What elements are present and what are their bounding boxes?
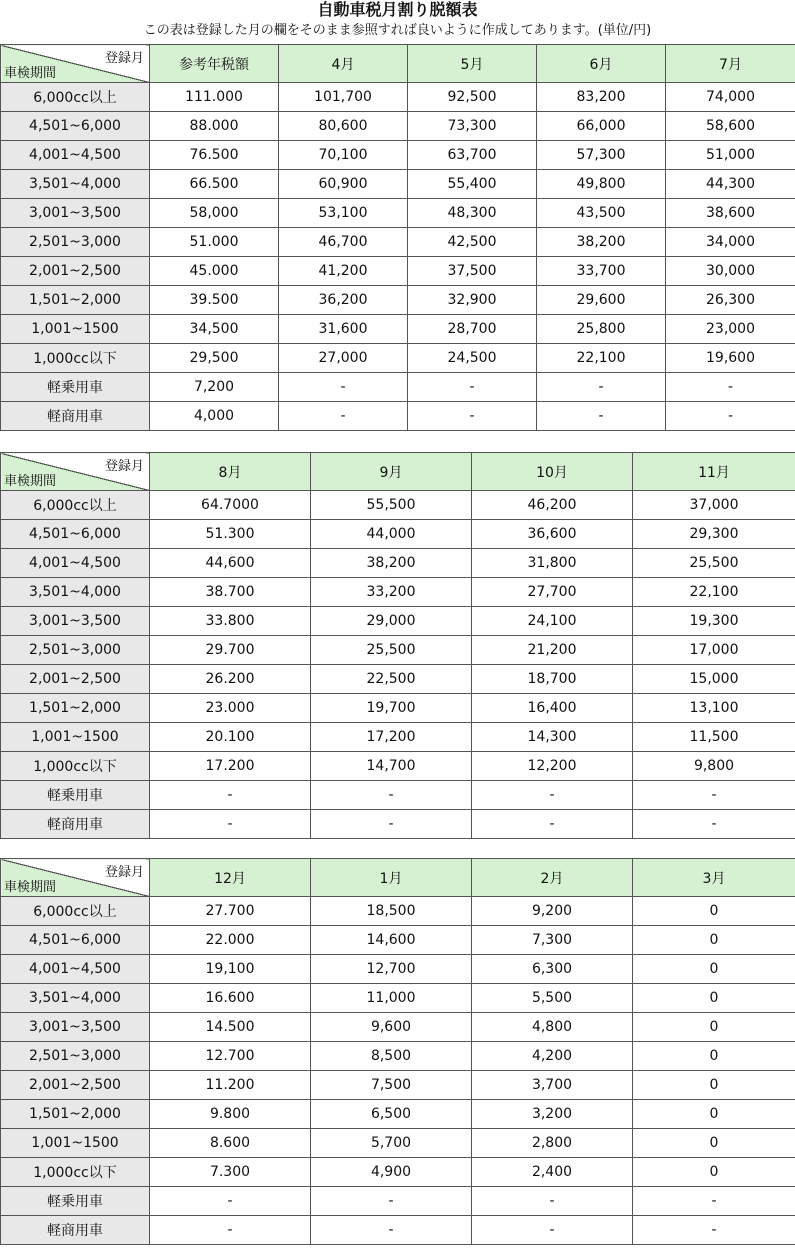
row-header: 6,000cc以上 [1,83,150,112]
table-row [1,810,795,839]
table-cell: - [537,402,666,431]
table-cell: 11,500 [633,723,795,752]
table-cell: 19,600 [666,344,795,373]
table-cell: 19,100 [150,955,311,984]
table-cell: 18,700 [472,665,633,694]
table-cell: 22.000 [150,926,311,955]
table-cell: 29.700 [150,636,311,665]
table-cell: 41,200 [279,257,408,286]
row-header: 4,001~4,500 [1,955,150,984]
table-row [1,1100,795,1129]
table-cell: 37,500 [408,257,537,286]
row-header: 1,001~1500 [1,723,150,752]
table-cell: 15,000 [633,665,795,694]
row-header: 3,501~4,000 [1,578,150,607]
table-cell: 8,500 [311,1042,472,1071]
table-row [1,1187,795,1216]
table-cell: 4,000 [150,402,279,431]
table-row [1,1071,795,1100]
row-header: 1,001~1500 [1,1129,150,1158]
table-cell: 46,200 [472,491,633,520]
page-subtitle: この表は登録した月の欄をそのまま参照すれば良いように作成してあります。(単位/円) [143,23,652,38]
table-cell: 60,900 [279,170,408,199]
table-cell: - [311,810,472,839]
table-row [1,955,795,984]
row-header: 4,501~6,000 [1,112,150,141]
row-header: 2,501~3,000 [1,636,150,665]
table-cell: 0 [633,984,795,1013]
table-cell: 16,400 [472,694,633,723]
table-cell: 51.300 [150,520,311,549]
column-header: 10月 [472,453,633,491]
table-cell: 0 [633,897,795,926]
table-cell: 32,900 [408,286,537,315]
row-header: 軽商用車 [1,402,150,431]
table-cell: - [472,1187,633,1216]
corner-header [1,45,150,83]
table-cell: 80,600 [279,112,408,141]
table-cell: - [311,781,472,810]
table-cell: 3,700 [472,1071,633,1100]
table-row [1,1129,795,1158]
table-cell: - [472,810,633,839]
table-cell: 9,800 [633,752,795,781]
table-row [1,897,795,926]
column-header: 9月 [311,453,472,491]
table-cell: 27.700 [150,897,311,926]
header-row [1,859,795,897]
tax-table-1 [0,44,795,431]
table-cell: 2,800 [472,1129,633,1158]
table-cell: 23.000 [150,694,311,723]
table-cell: 34,000 [666,228,795,257]
table-row [1,1158,795,1187]
table-cell: 44,300 [666,170,795,199]
table-cell: 17,200 [311,723,472,752]
header-row [1,45,795,83]
table-cell: 0 [633,1129,795,1158]
table-cell: - [633,1187,795,1216]
table-cell: - [472,1216,633,1245]
column-header: 4月 [279,45,408,83]
table-cell: 66.500 [150,170,279,199]
table-cell: 19,300 [633,607,795,636]
table-row [1,781,795,810]
table-row [1,141,795,170]
table-row [1,520,795,549]
table-cell: 48,300 [408,199,537,228]
corner-label-registration-month: 登録月 [104,459,144,474]
table-row [1,1013,795,1042]
table-cell: 53,100 [279,199,408,228]
table-cell: 73,300 [408,112,537,141]
table-cell: 36,200 [279,286,408,315]
table-cell: 0 [633,1100,795,1129]
row-header: 3,001~3,500 [1,607,150,636]
row-header: 3,001~3,500 [1,199,150,228]
table-cell: 58,600 [666,112,795,141]
table-row [1,344,795,373]
table-row [1,636,795,665]
row-header: 6,000cc以上 [1,897,150,926]
table-cell: 111.000 [150,83,279,112]
table-cell: 11,000 [311,984,472,1013]
row-header: 3,501~4,000 [1,984,150,1013]
table-cell: 28,700 [408,315,537,344]
row-header: 3,001~3,500 [1,1013,150,1042]
table-cell: 25,800 [537,315,666,344]
table-cell: 5,700 [311,1129,472,1158]
table-cell: 11.200 [150,1071,311,1100]
corner-label-inspection-period: 車検期間 [4,66,57,81]
row-header: 軽乗用車 [1,781,150,810]
row-header: 4,501~6,000 [1,926,150,955]
table-cell: 0 [633,1042,795,1071]
table-cell: 43,500 [537,199,666,228]
corner-label-inspection-period: 車検期間 [4,474,57,489]
row-header: 1,001~1500 [1,315,150,344]
corner-header [1,859,150,897]
row-header: 2,001~2,500 [1,665,150,694]
table-cell: 38,200 [537,228,666,257]
table-row [1,199,795,228]
table-cell: 39.500 [150,286,279,315]
column-header: 2月 [472,859,633,897]
table-row [1,723,795,752]
table-cell: 37,000 [633,491,795,520]
table-cell: 70,100 [279,141,408,170]
page-title: 自動車税月割り脱額表 [317,0,478,19]
table-row [1,607,795,636]
row-header: 4,001~4,500 [1,549,150,578]
table-cell: 30,000 [666,257,795,286]
row-header: 軽商用車 [1,1216,150,1245]
table-cell: 9.800 [150,1100,311,1129]
table-row [1,286,795,315]
table-cell: - [666,402,795,431]
table-cell: 19,700 [311,694,472,723]
table-row [1,665,795,694]
table-cell: 24,100 [472,607,633,636]
table-cell: 6,300 [472,955,633,984]
row-header: 1,000cc以下 [1,752,150,781]
row-header: 1,000cc以下 [1,344,150,373]
table-cell: 57,300 [537,141,666,170]
table-cell: 20.100 [150,723,311,752]
table-cell: 101,700 [279,83,408,112]
table-row [1,1042,795,1071]
table-cell: 0 [633,1071,795,1100]
table-cell: 7,200 [150,373,279,402]
table-row [1,228,795,257]
table-cell: 29,600 [537,286,666,315]
table-cell: 34,500 [150,315,279,344]
table-cell: 38,600 [666,199,795,228]
table-cell: 29,000 [311,607,472,636]
table-cell: - [150,1187,311,1216]
table-cell: 46,700 [279,228,408,257]
column-header: 参考年税額 [150,45,279,83]
table-cell: 0 [633,926,795,955]
table-cell: 7,500 [311,1071,472,1100]
column-header: 5月 [408,45,537,83]
table-cell: 49,800 [537,170,666,199]
table-cell: - [408,373,537,402]
table-cell: 27,000 [279,344,408,373]
table-cell: 9,200 [472,897,633,926]
table-cell: 5,500 [472,984,633,1013]
row-header: 軽乗用車 [1,373,150,402]
row-header: 4,001~4,500 [1,141,150,170]
table-cell: 26,300 [666,286,795,315]
table-cell: 83,200 [537,83,666,112]
table-cell: 12.700 [150,1042,311,1071]
table-cell: 63,700 [408,141,537,170]
table-cell: 38.700 [150,578,311,607]
column-header: 3月 [633,859,795,897]
table-cell: 36,600 [472,520,633,549]
row-header: 1,000cc以下 [1,1158,150,1187]
table-cell: 8.600 [150,1129,311,1158]
table-row [1,1216,795,1245]
table-cell: 29,300 [633,520,795,549]
table-cell: 13,100 [633,694,795,723]
table-cell: 31,600 [279,315,408,344]
table-cell: 45.000 [150,257,279,286]
table-cell: 7.300 [150,1158,311,1187]
table-cell: 51.000 [150,228,279,257]
table-cell: 33,700 [537,257,666,286]
table-cell: - [311,1216,472,1245]
header-row [1,453,795,491]
table-cell: 74,000 [666,83,795,112]
table-cell: 42,500 [408,228,537,257]
table-row [1,315,795,344]
row-header: 軽商用車 [1,810,150,839]
table-cell: 33,200 [311,578,472,607]
table-cell: 9,600 [311,1013,472,1042]
table-cell: 2,400 [472,1158,633,1187]
table-cell: 14,700 [311,752,472,781]
table-cell: 14,300 [472,723,633,752]
table-cell: 64.7000 [150,491,311,520]
row-header: 1,501~2,000 [1,1100,150,1129]
table-cell: 88.000 [150,112,279,141]
table-cell: 22,100 [633,578,795,607]
table-cell: 3,200 [472,1100,633,1129]
table-row [1,373,795,402]
table-cell: 92,500 [408,83,537,112]
table-row [1,257,795,286]
table-cell: - [633,810,795,839]
table-cell: 0 [633,1158,795,1187]
row-header: 4,501~6,000 [1,520,150,549]
table-cell: 14,600 [311,926,472,955]
row-header: 1,501~2,000 [1,694,150,723]
table-row [1,984,795,1013]
column-header: 6月 [537,45,666,83]
table-row [1,83,795,112]
table-cell: - [279,373,408,402]
row-header: 軽乗用車 [1,1187,150,1216]
table-cell: 17.200 [150,752,311,781]
table-cell: 26.200 [150,665,311,694]
table-cell: 33.800 [150,607,311,636]
table-cell: 22,500 [311,665,472,694]
corner-label-inspection-period: 車検期間 [4,880,57,895]
table-cell: - [408,402,537,431]
table-cell: 7,300 [472,926,633,955]
corner-label-registration-month: 登録月 [104,865,144,880]
table-cell: 55,400 [408,170,537,199]
column-header: 7月 [666,45,795,83]
table-cell: 0 [633,1013,795,1042]
tax-table-3 [0,858,795,1245]
table-cell: 27,700 [472,578,633,607]
table-cell: 22,100 [537,344,666,373]
table-row [1,491,795,520]
table-cell: - [472,781,633,810]
table-cell: - [150,1216,311,1245]
tax-table-2 [0,452,795,839]
table-cell: 17,000 [633,636,795,665]
table-cell: 38,200 [311,549,472,578]
table-cell: 76.500 [150,141,279,170]
column-header: 11月 [633,453,795,491]
column-header: 1月 [311,859,472,897]
table-cell: 6,500 [311,1100,472,1129]
corner-header [1,453,150,491]
table-row [1,578,795,607]
row-header: 6,000cc以上 [1,491,150,520]
table-cell: 51,000 [666,141,795,170]
table-cell: 31,800 [472,549,633,578]
table-cell: 18,500 [311,897,472,926]
column-header: 12月 [150,859,311,897]
table-cell: 23,000 [666,315,795,344]
table-cell: 16.600 [150,984,311,1013]
table-cell: 4,800 [472,1013,633,1042]
row-header: 2,501~3,000 [1,1042,150,1071]
table-cell: 14.500 [150,1013,311,1042]
table-row [1,926,795,955]
table-cell: 25,500 [633,549,795,578]
table-cell: 66,000 [537,112,666,141]
table-row [1,402,795,431]
table-cell: 58,000 [150,199,279,228]
table-row [1,170,795,199]
table-cell: 24,500 [408,344,537,373]
row-header: 2,501~3,000 [1,228,150,257]
table-cell: 4,900 [311,1158,472,1187]
row-header: 2,001~2,500 [1,257,150,286]
table-cell: 25,500 [311,636,472,665]
table-row [1,694,795,723]
table-cell: - [633,1216,795,1245]
row-header: 2,001~2,500 [1,1071,150,1100]
table-row [1,549,795,578]
column-header: 8月 [150,453,311,491]
table-cell: - [150,781,311,810]
table-cell: 29,500 [150,344,279,373]
table-cell: 55,500 [311,491,472,520]
table-cell: - [633,781,795,810]
table-cell: 4,200 [472,1042,633,1071]
row-header: 3,501~4,000 [1,170,150,199]
table-cell: - [150,810,311,839]
table-cell: - [311,1187,472,1216]
table-cell: 12,700 [311,955,472,984]
row-header: 1,501~2,000 [1,286,150,315]
table-cell: - [666,373,795,402]
table-cell: 44,000 [311,520,472,549]
table-cell: - [279,402,408,431]
table-row [1,752,795,781]
table-cell: 44,600 [150,549,311,578]
corner-label-registration-month: 登録月 [104,51,144,66]
table-cell: - [537,373,666,402]
table-cell: 12,200 [472,752,633,781]
table-cell: 0 [633,955,795,984]
table-row [1,112,795,141]
table-cell: 21,200 [472,636,633,665]
